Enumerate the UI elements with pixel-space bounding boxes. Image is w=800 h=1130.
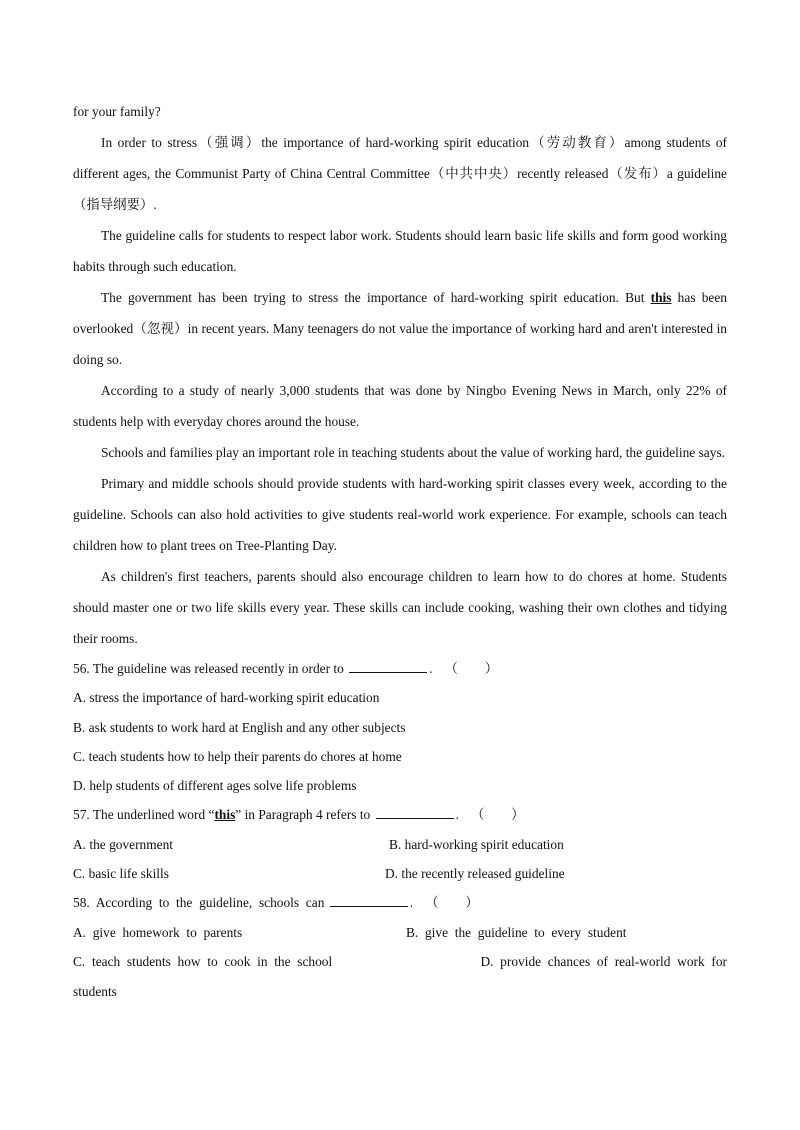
question-56-option-a: A. stress the importance of hard-working spirit education: [73, 690, 380, 706]
question-58-options-row-1: [73, 918, 727, 947]
question-57-option-a: A. the government: [73, 836, 174, 852]
answer-blank: [349, 660, 427, 673]
question-56-option-d: D. help students of different ages solve life problems: [73, 778, 357, 794]
passage-paragraph-6: Primary and middle schools should provide students with hard-working spirit classes every week, according to the guideline. Schools can also hold activities to give students real-world work experience. For example, schools can teach children how to plant trees on Tree-Planting Day.: [73, 476, 727, 553]
passage-paragraph-4: According to a study of nearly 3,000 students that was done by Ningbo Evening News in March, only 22% of students help with everyday chores around the house.: [73, 383, 727, 429]
question-56-option-c: C. teach students how to help their parents do chores at home: [73, 748, 402, 764]
question-58-option-a: A. give homework to parents: [73, 924, 243, 940]
underlined-word-this: this: [650, 290, 672, 305]
passage-paragraph-1: In order to stress（强调）the importance of hard-working spirit education（劳动教育）among students of different ages, the Communist Party of China Central Committee（中共中央）recently released（发布）a guideline（指导纲要）.: [73, 135, 727, 212]
document-page: [73, 96, 727, 1007]
question-58-stem: 58. According to the guideline, schools can . （ ）: [73, 888, 727, 917]
question-56-option-b: B. ask students to work hard at English and any other subjects: [73, 719, 406, 735]
question-56-stem: 56. The guideline was released recently in order to . （ ）: [73, 654, 727, 683]
question-57-options-row-1: [73, 830, 727, 859]
question-58-option-b: B. give the guideline to every student: [406, 924, 627, 940]
passage-paragraph-0: for your family?: [73, 104, 161, 119]
passage-paragraph-7: As children's first teachers, parents should also encourage children to learn how to do chores at home. Students should master one or two life skills every year. These skills can include cooking, washing their own clothes and tidying their rooms.: [73, 569, 727, 646]
question-57-option-d: D. the recently released guideline: [385, 866, 565, 882]
question-57-option-b: B. hard-working spirit education: [389, 836, 564, 852]
passage-paragraph-2: The guideline calls for students to respect labor work. Students should learn basic life skills and form good working habits through such education.: [73, 228, 727, 274]
answer-paren: （ ）: [470, 807, 525, 823]
answer-paren: （ ）: [444, 661, 499, 676]
answer-paren: （ ）: [425, 895, 479, 911]
answer-blank: [376, 806, 454, 819]
passage-paragraph-5: Schools and families play an important role in teaching students about the value of working hard, the guideline says.: [101, 445, 726, 460]
answer-blank: [330, 894, 408, 907]
question-57-options-row-2: [73, 859, 727, 888]
question-57-option-c: C. basic life skills: [73, 866, 169, 882]
paragraph-3-text-before: The government has been trying to stress the importance of hard-working spirit education. But: [101, 290, 651, 305]
question-58-option-d-continued: students: [73, 984, 117, 1000]
question-57-stem: 57. The underlined word “this” in Paragraph 4 refers to . （ ）: [73, 800, 727, 829]
question-58-option-c: C. teach students how to cook in the school: [73, 953, 333, 969]
question-58-option-d: D. provide chances of real-world work for: [480, 953, 727, 969]
paragraph-3-text-after: has been overlooked（忽视）in recent years. Many teenagers do not value the importance of working hard and aren't interested in doing so.: [73, 290, 727, 367]
question-58-options-row-2: [73, 947, 727, 976]
underlined-word-this-ref: this: [214, 807, 236, 823]
passage-paragraph-3: [73, 282, 727, 375]
